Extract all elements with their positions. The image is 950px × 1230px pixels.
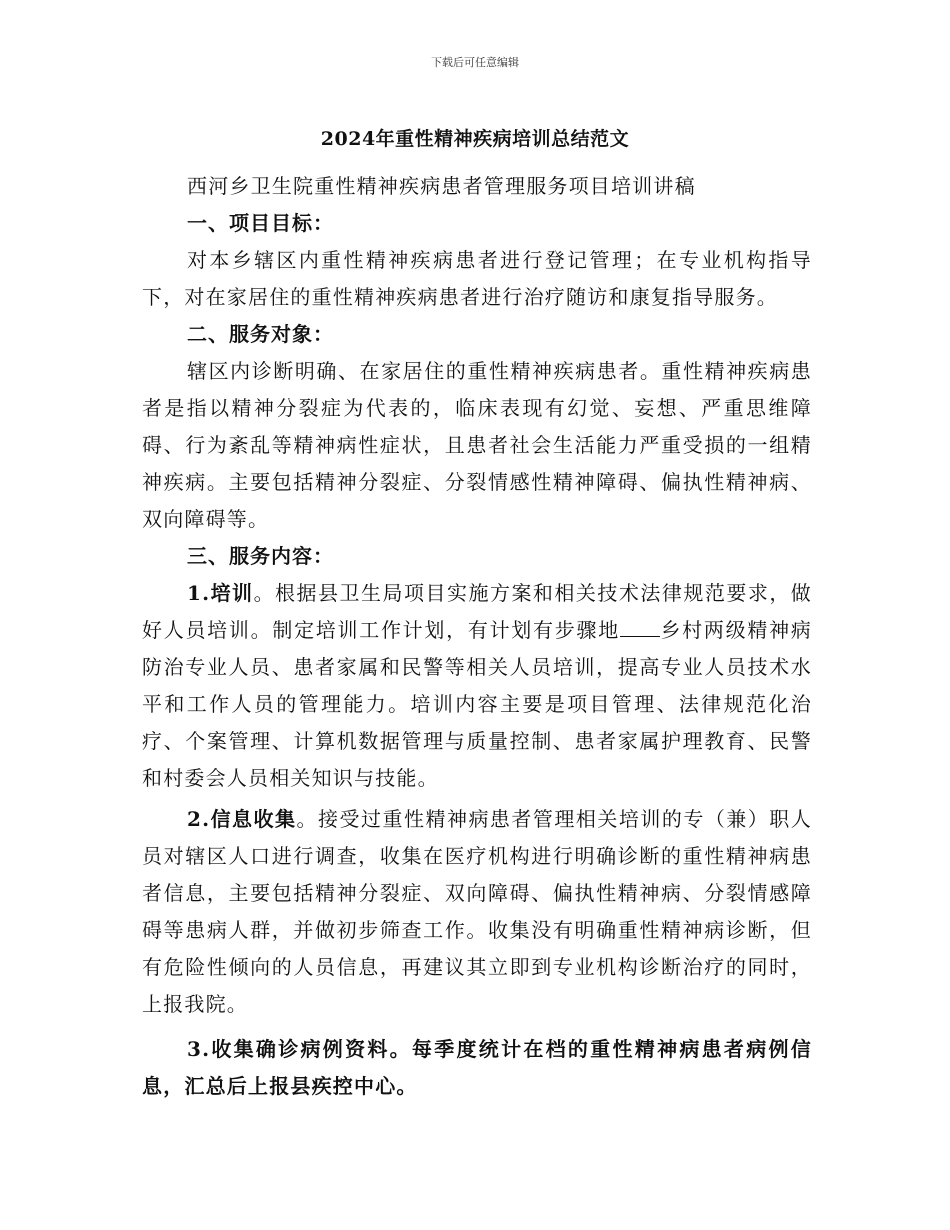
item3-paragraph: 3.收集确诊病例资料。每季度统计在档的重性精神病患者病例信息，汇总后上报县疾控中心。	[142, 1037, 812, 1098]
section3-heading: 三、服务内容：	[187, 544, 334, 568]
subtitle-paragraph: 西河乡卫生院重性精神疾病患者管理服务项目培训讲稿	[187, 174, 696, 198]
item1-text-a: 。根据县卫生局项目实施方案和相关技术法律规范要求，做好人员培训。制定培训工作计划，有计划有步骤地	[142, 581, 813, 642]
item2-lead: 2.信息收集	[187, 807, 297, 831]
item2-text: 。接受过重性精神病患者管理相关培训的专（兼）职人员对辖区人口进行调查，收集在医疗机构进行明确诊断的重性精神病患者信息，主要包括精神分裂症、双向障碍、偏执性精神病、分裂情感障碍等患病人群，并做初步筛查工作。收集没有明确重性精神病诊断，但有危险性倾向的人员信息，再建议其立即到专业机构诊断治疗的同时，上报我院。	[142, 807, 812, 1016]
section2-heading: 二、服务对象：	[187, 322, 334, 346]
item2-paragraph	[142, 801, 812, 1023]
section1-paragraph: 对本乡辖区内重性精神疾病患者进行登记管理；在专业机构指导下，对在家居住的重性精神疾病患者进行治疗随访和康复指导服务。	[142, 248, 812, 309]
document-title: 2024年重性精神疾病培训总结范文	[320, 128, 630, 150]
section1-heading: 一、项目目标：	[187, 211, 334, 235]
fill-blank	[620, 618, 660, 637]
item1-text-b: 乡村两级精神病防治专业人员、患者家属和民警等相关人员培训，提高专业人员技术水平和工作人员的管理能力。培训内容主要是项目管理、法律规范化治疗、个案管理、计算机数据管理与质量控制、患者家属护理教育、民警和村委会人员相关知识与技能。	[142, 618, 812, 790]
header-note: 下载后可任意编辑	[431, 56, 519, 69]
document-body	[142, 168, 812, 1105]
item1-lead: 1.培训	[187, 581, 254, 605]
section2-paragraph: 辖区内诊断明确、在家居住的重性精神疾病患者。重性精神疾病患者是指以精神分裂症为代表的，临床表现有幻觉、妄想、严重思维障碍、行为紊乱等精神病性症状，且患者社会生活能力严重受损的一组精神疾病。主要包括精神分裂症、分裂情感性精神障碍、偏执性精神病、双向障碍等。	[142, 359, 812, 531]
item1-paragraph	[142, 575, 812, 797]
